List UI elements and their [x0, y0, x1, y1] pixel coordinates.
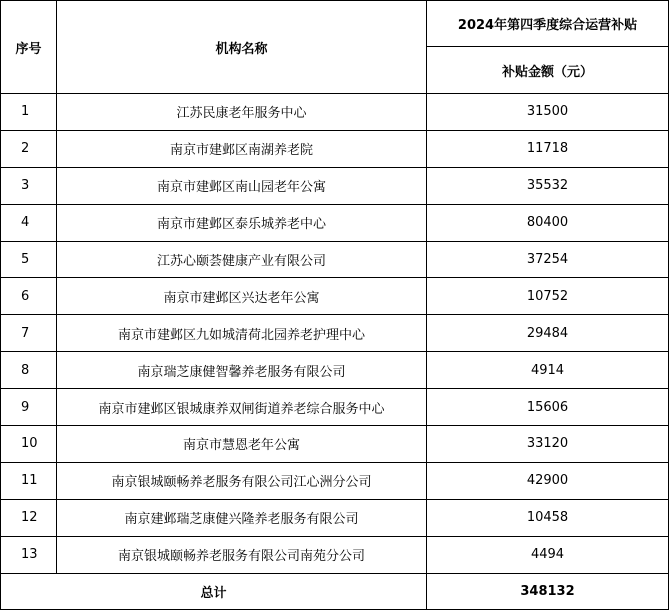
row-name: 南京市慧恩老年公寓: [57, 426, 427, 463]
header-index: 序号: [1, 1, 57, 94]
row-index: 7: [1, 315, 57, 352]
row-amount: 33120: [427, 426, 669, 463]
row-amount: 11718: [427, 130, 669, 167]
row-index: 10: [1, 426, 57, 463]
row-amount: 35532: [427, 167, 669, 204]
row-amount: 4914: [427, 352, 669, 389]
row-index: 6: [1, 278, 57, 315]
row-amount: 10458: [427, 499, 669, 536]
row-name: 南京市建邺区南山园老年公寓: [57, 167, 427, 204]
row-amount: 15606: [427, 389, 669, 426]
table-row: [1, 167, 669, 204]
table-row: [1, 426, 669, 463]
row-index: 9: [1, 389, 57, 426]
total-row: [1, 573, 669, 609]
row-name: 南京市建邺区银城康养双闸街道养老综合服务中心: [57, 389, 427, 426]
table-row: [1, 536, 669, 573]
total-amount: 348132: [427, 573, 669, 609]
row-name: 南京市建邺区泰乐城养老中心: [57, 204, 427, 241]
row-name: 南京市建邺区九如城清荷北园养老护理中心: [57, 315, 427, 352]
row-name: 江苏民康老年服务中心: [57, 94, 427, 131]
row-index: 13: [1, 536, 57, 573]
row-name: 南京银城颐畅养老服务有限公司南苑分公司: [57, 536, 427, 573]
table-row: [1, 499, 669, 536]
row-name: 南京建邺瑞芝康健兴隆养老服务有限公司: [57, 499, 427, 536]
row-amount: 42900: [427, 462, 669, 499]
table-body: [1, 1, 669, 610]
row-index: 4: [1, 204, 57, 241]
row-index: 8: [1, 352, 57, 389]
row-name: 南京银城颐畅养老服务有限公司江心洲分公司: [57, 462, 427, 499]
row-index: 5: [1, 241, 57, 278]
table-row: [1, 352, 669, 389]
row-index: 1: [1, 94, 57, 131]
table-row: [1, 130, 669, 167]
row-index: 3: [1, 167, 57, 204]
table-row: [1, 278, 669, 315]
header-group: 2024年第四季度综合运营补贴: [427, 1, 669, 47]
row-amount: 80400: [427, 204, 669, 241]
table-row: [1, 94, 669, 131]
total-label: 总计: [1, 573, 427, 609]
header-name: 机构名称: [57, 1, 427, 94]
row-amount: 29484: [427, 315, 669, 352]
row-name: 江苏心颐荟健康产业有限公司: [57, 241, 427, 278]
row-index: 2: [1, 130, 57, 167]
row-amount: 4494: [427, 536, 669, 573]
table-row: [1, 315, 669, 352]
row-name: 南京市建邺区兴达老年公寓: [57, 278, 427, 315]
row-name: 南京瑞芝康健智馨养老服务有限公司: [57, 352, 427, 389]
row-name: 南京市建邺区南湖养老院: [57, 130, 427, 167]
header-row-1: [1, 1, 669, 47]
table-row: [1, 389, 669, 426]
row-amount: 37254: [427, 241, 669, 278]
table-row: [1, 462, 669, 499]
header-amount: 补贴金额（元）: [427, 47, 669, 94]
row-index: 11: [1, 462, 57, 499]
table-row: [1, 241, 669, 278]
row-index: 12: [1, 499, 57, 536]
table-row: [1, 204, 669, 241]
row-amount: 31500: [427, 94, 669, 131]
row-amount: 10752: [427, 278, 669, 315]
